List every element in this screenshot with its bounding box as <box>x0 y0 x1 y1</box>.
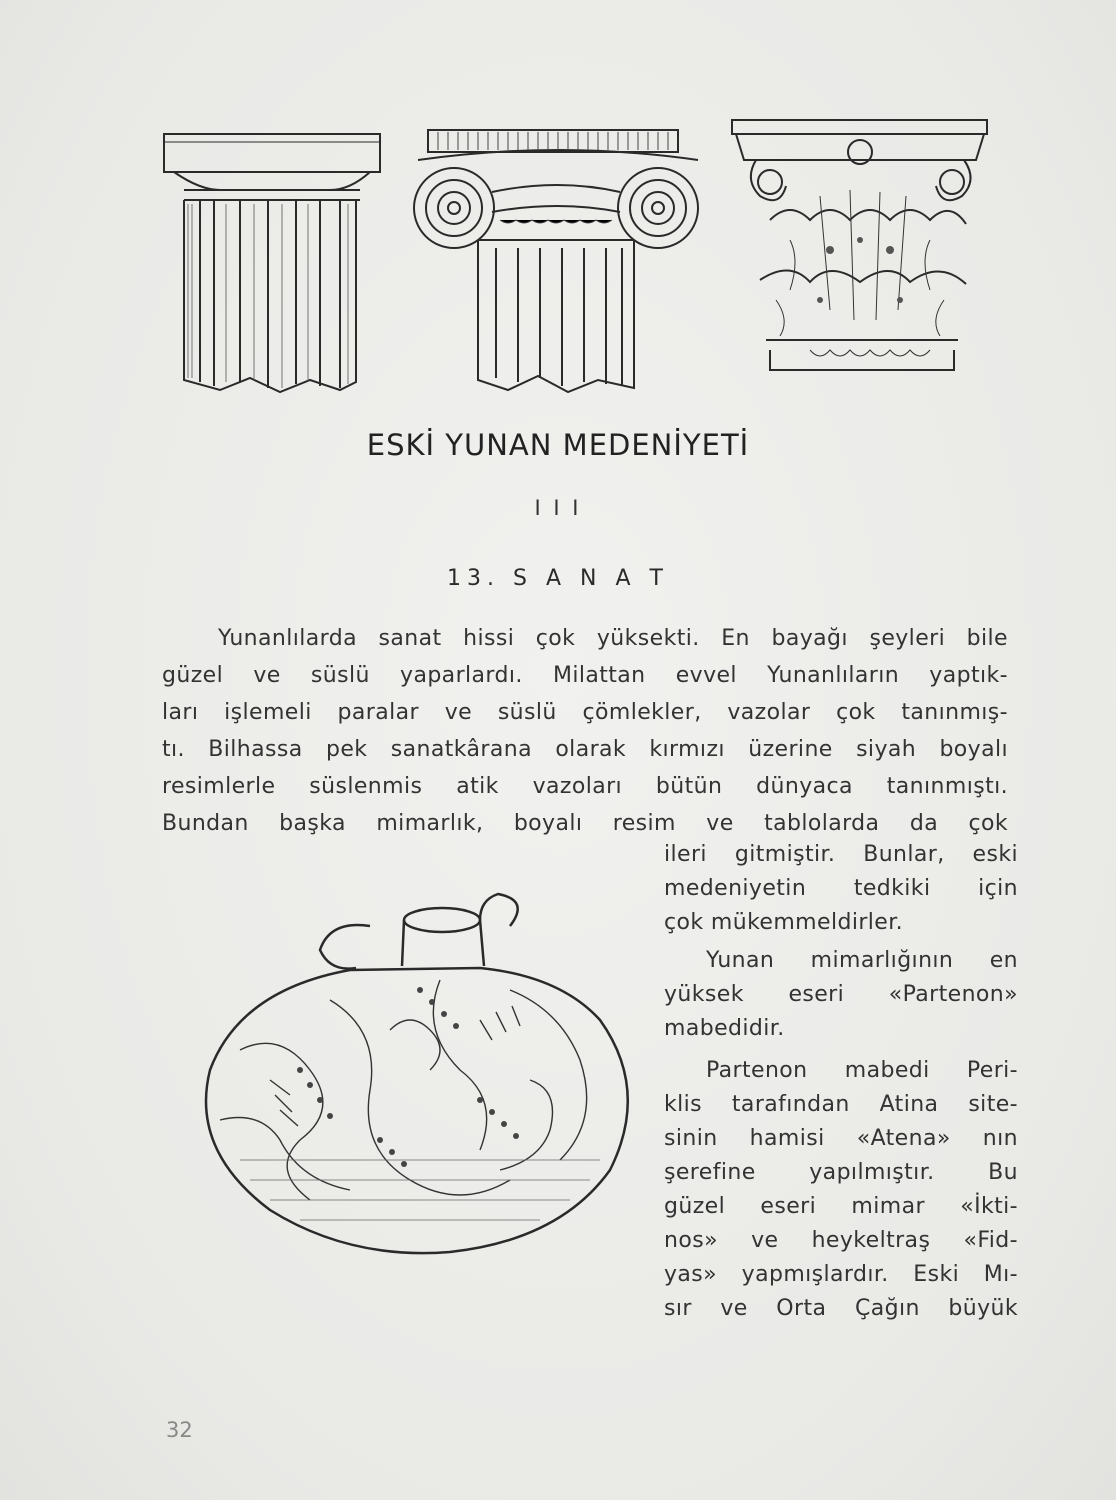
page-title: ESKİ YUNAN MEDENİYETİ <box>366 428 750 462</box>
text-line: çok mükemmeldirler. <box>664 910 904 935</box>
ionic-capital-icon <box>408 100 708 400</box>
decorated-vase-icon <box>180 880 640 1270</box>
text-line: Partenon mabedi Peri- <box>706 1058 1018 1083</box>
text-line: nos» ve heykeltraş «Fid- <box>664 1228 1018 1253</box>
text-line: klis tarafından Atina site- <box>664 1092 1018 1117</box>
text-line: ileri gitmiştir. Bunlar, eski <box>664 842 1018 867</box>
text-line: güzel eseri mimar «İkti- <box>664 1194 1018 1219</box>
chapter-heading: 13. S A N A T <box>447 566 669 591</box>
section-numeral: I I I <box>534 496 582 520</box>
text-line: yüksek eseri «Partenon» <box>664 982 1018 1007</box>
page-number: 32 <box>166 1418 193 1442</box>
text-line: mabedidir. <box>664 1016 785 1041</box>
text-line: sinin hamisi «Atena» nın <box>664 1126 1018 1151</box>
text-line: Yunanlılarda sanat hissi çok yüksekti. En bayağı şeyleri bile <box>218 626 1008 651</box>
corinthian-capital-icon <box>730 100 995 400</box>
text-line: sır ve Orta Çağın büyük <box>664 1296 1018 1321</box>
text-line: medeniyetin tedkiki için <box>664 876 1018 901</box>
text-line: güzel ve süslü yaparlardı. Milattan evvel Yunanlıların yaptık- <box>162 663 1008 688</box>
text-line: yas» yapmışlardır. Eski Mı- <box>664 1262 1018 1287</box>
text-line: tı. Bilhassa pek sanatkârana olarak kırmızı üzerine siyah boyalı <box>162 737 1008 762</box>
text-line: Yunan mimarlığının en <box>706 948 1018 973</box>
column-capitals-illustration <box>160 100 1000 410</box>
doric-capital-icon <box>160 100 385 400</box>
text-line: resimlerle süslenmis atik vazoları bütün dünyaca tanınmıştı. <box>162 774 1008 799</box>
text-line: ları işlemeli paralar ve süslü çömlekler, vazolar çok tanınmış- <box>162 700 1008 725</box>
text-line: Bundan başka mimarlık, boyalı resim ve tablolarda da çok <box>162 811 1008 836</box>
text-line: şerefine yapılmıştır. Bu <box>664 1160 1018 1185</box>
